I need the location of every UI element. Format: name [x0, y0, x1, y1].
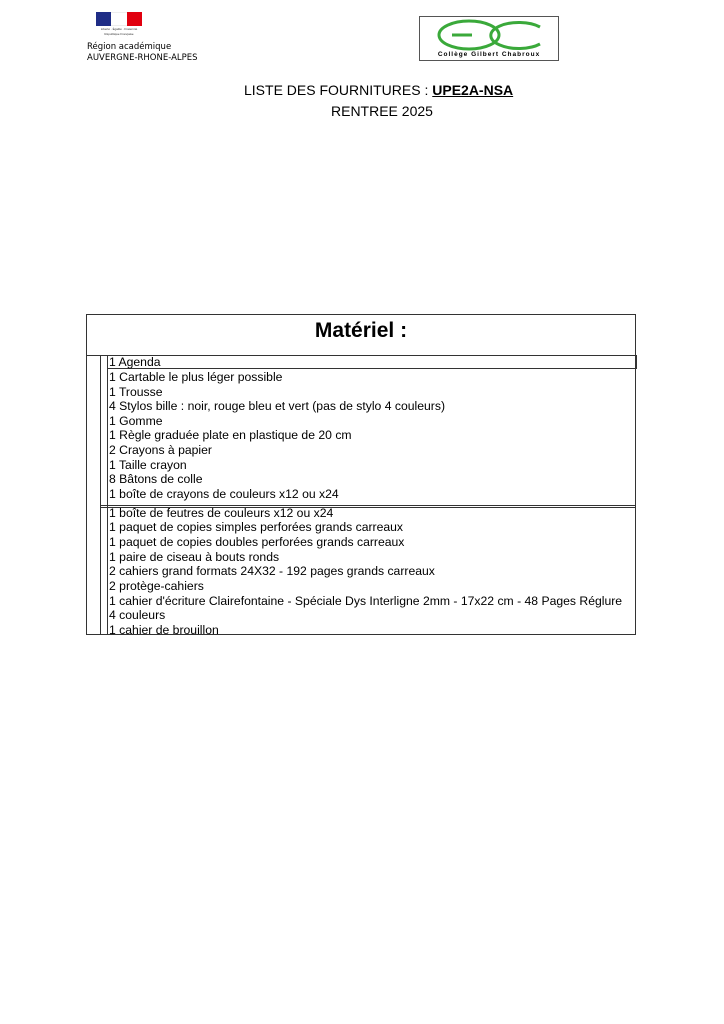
list-item-label: 1 Trousse — [109, 384, 163, 399]
region-academique — [87, 42, 198, 64]
list-item — [107, 399, 445, 414]
list-item — [107, 458, 187, 473]
list-item — [107, 370, 282, 385]
list-item-label: 1 Règle graduée plate en plastique de 20 cm — [109, 427, 352, 442]
list-item — [107, 487, 339, 502]
list-item — [107, 608, 165, 623]
list-item-label: 1 Taille crayon — [109, 457, 187, 472]
list-item — [107, 472, 203, 487]
list-item — [107, 564, 435, 579]
list-item-label: 1 Cartable le plus léger possible — [109, 369, 283, 384]
list-item — [107, 594, 622, 609]
region-line-1: Région académique — [87, 42, 172, 52]
list-item — [107, 520, 403, 535]
list-item-label: 1 Agenda — [109, 354, 161, 369]
republique-francaise-flag-icon — [96, 12, 142, 26]
list-item-label: 1 boîte de crayons de couleurs x12 ou x24 — [109, 486, 339, 501]
school-name: Collège Gilbert Chabroux — [437, 51, 541, 58]
list-item-label: 4 Stylos bille : noir, rouge bleu et vert (pas de stylo 4 couleurs) — [109, 398, 446, 413]
list-item-label: 1 paquet de copies simples perforées grands carreaux — [109, 519, 404, 534]
list-item — [107, 385, 163, 400]
title-subtitle: RENTREE 2025 — [331, 103, 433, 119]
list-item — [107, 443, 212, 458]
list-item-label: 1 cahier d'écriture Clairefontaine - Spéciale Dys Interligne 2mm - 17x22 cm - 48 Pages Réglure — [109, 593, 623, 608]
list-item — [107, 414, 163, 429]
rf-name: République Française — [104, 32, 134, 36]
list-item-label: 4 couleurs — [109, 607, 166, 622]
list-item-label: 8 Bâtons de colle — [109, 471, 203, 486]
region-line-2: AUVERGNE-RHONE-ALPES — [87, 53, 198, 63]
list-item — [107, 550, 279, 565]
list-item — [107, 355, 161, 370]
list-item — [107, 428, 352, 443]
list-item-label: 1 boîte de feutres de couleurs x12 ou x24 — [109, 505, 334, 520]
supplies-table — [86, 314, 636, 635]
list-item-label: 1 paire de ciseau à bouts ronds — [109, 549, 280, 564]
list-item-label: 2 protège-cahiers — [109, 578, 204, 593]
list-item — [107, 579, 204, 594]
list-item — [107, 623, 219, 638]
table-header — [87, 315, 635, 356]
list-item-label: 1 paquet de copies doubles perforées grands carreaux — [109, 534, 405, 549]
list-item-label: 1 Gomme — [109, 413, 163, 428]
first-row-frame — [107, 355, 637, 369]
list-item-label: 2 Crayons à papier — [109, 442, 212, 457]
title-prefix: LISTE DES FOURNITURES : — [244, 82, 433, 98]
list-item — [107, 506, 333, 521]
school-logo — [419, 16, 559, 61]
rf-motto: Liberté · Égalité · Fraternité — [100, 27, 138, 31]
list-item-label: 2 cahiers grand formats 24X32 - 192 pages grands carreaux — [109, 563, 435, 578]
title-class-name: UPE2A-NSA — [432, 82, 514, 98]
republique-francaise-logo — [96, 12, 142, 36]
list-item-label: 1 cahier de brouillon — [109, 622, 219, 637]
table-heading: Matériel : — [314, 319, 408, 342]
list-item — [107, 535, 404, 550]
checkbox-column-divider — [100, 355, 101, 634]
